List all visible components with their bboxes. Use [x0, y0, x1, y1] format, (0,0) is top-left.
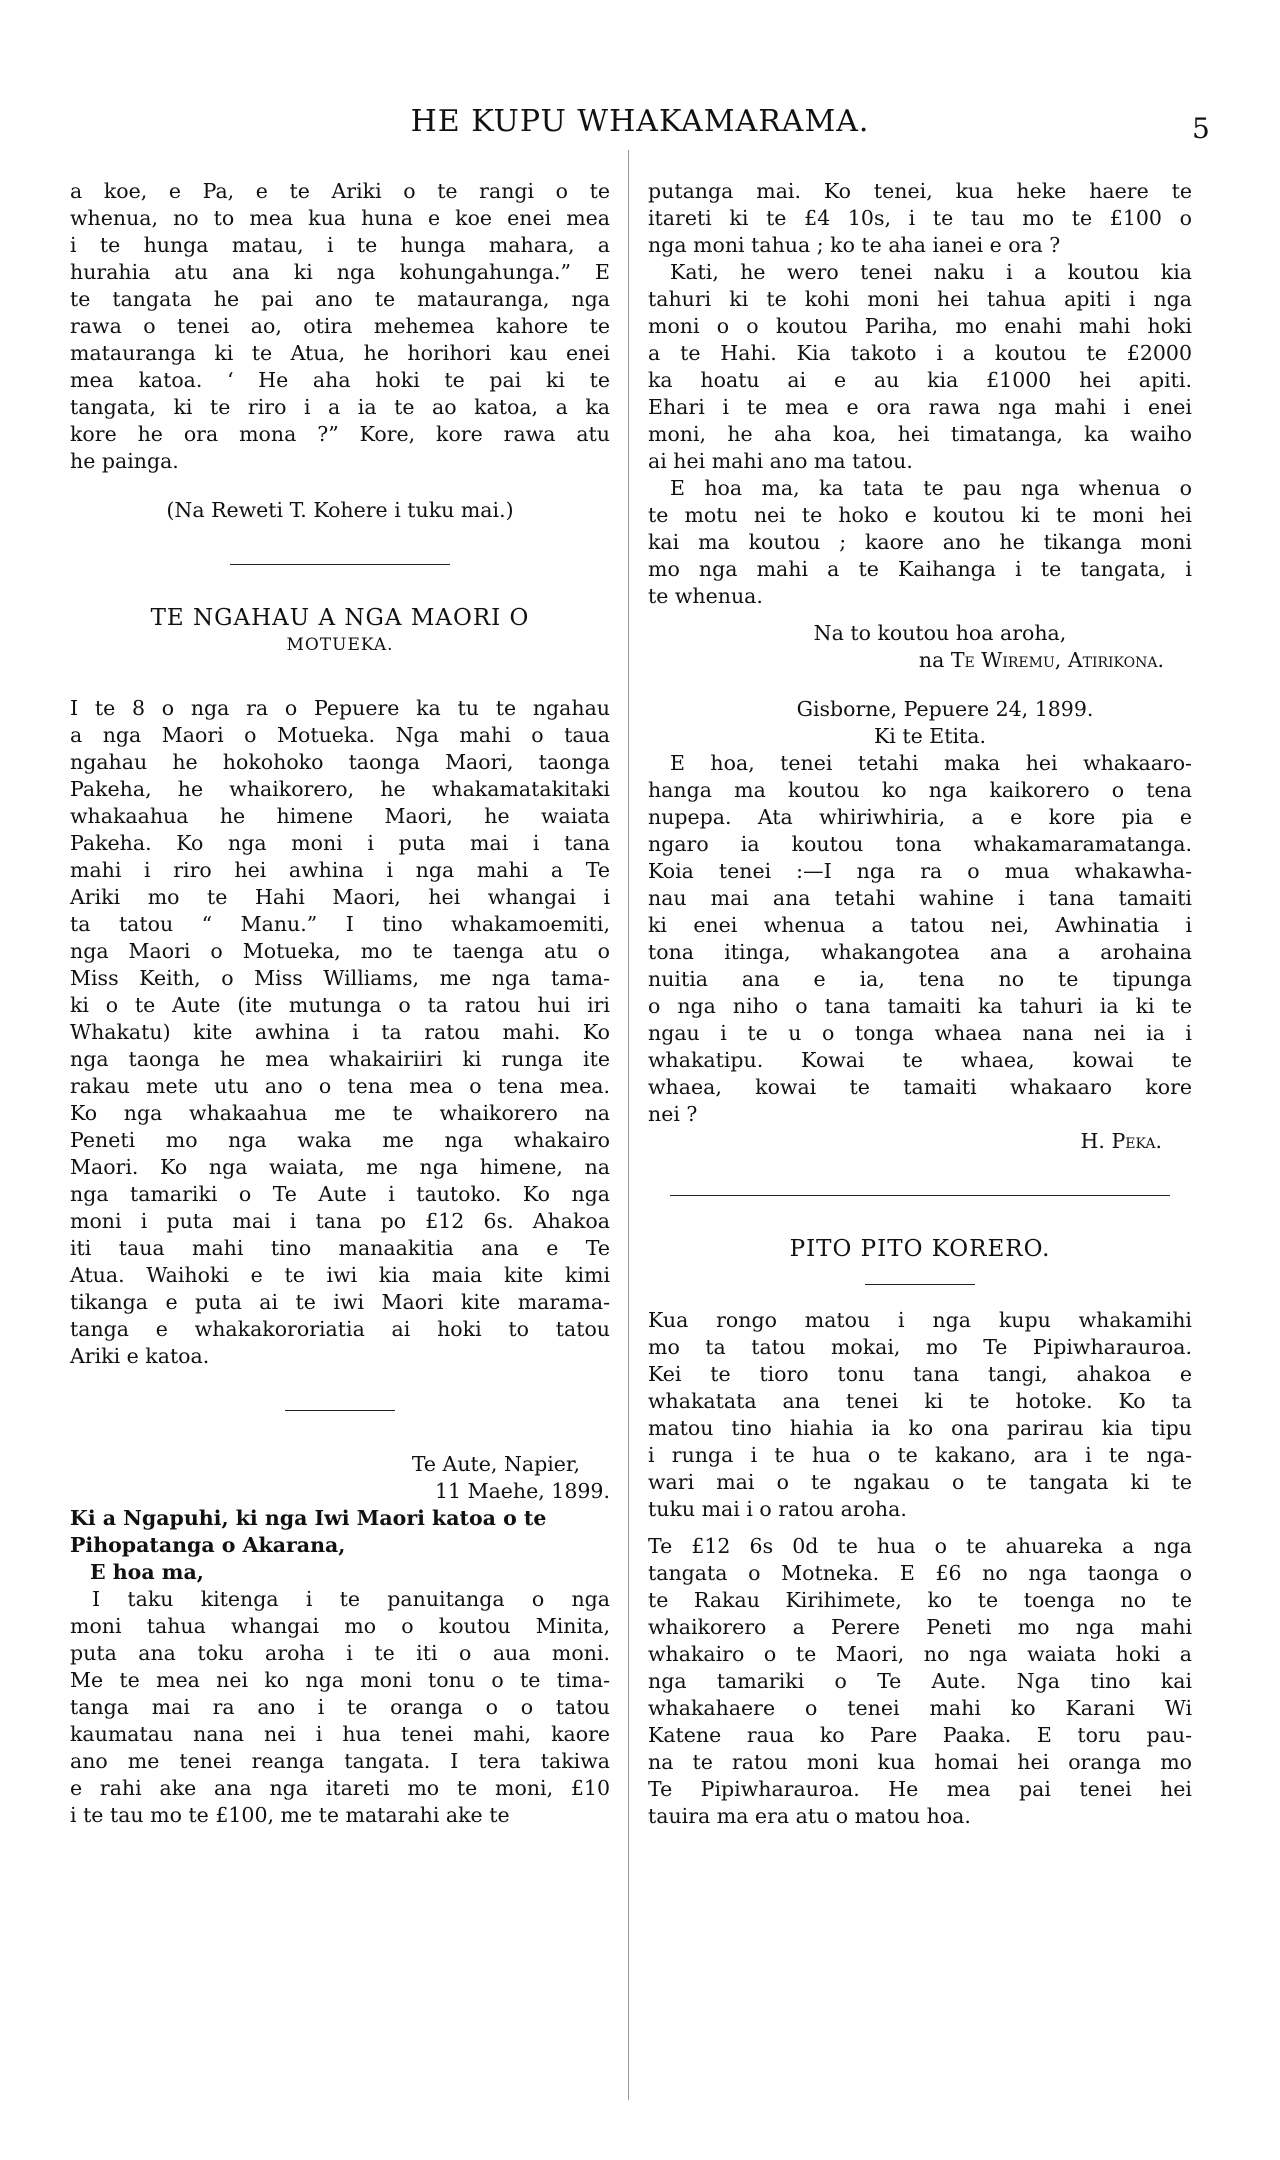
text-line: nuitia ana e ia, tena no te tipunga — [648, 967, 1192, 991]
section-title-motueka: TE NGAHAU A NGA MAORI O — [150, 605, 530, 631]
letter-greeting: E hoa ma, — [90, 1560, 204, 1584]
text-line: te motu nei te hoko e koutou ki te moni hei — [648, 503, 1192, 527]
text-line: moni tahua whangai mo o koutou Minita, — [70, 1614, 610, 1638]
text-line: Miss Keith, o Miss Williams, me nga tama- — [70, 966, 610, 990]
text-line: iti taua mahi tino manaakitia ana e Te — [70, 1236, 610, 1260]
text-line: mo nga mahi a te Kaihanga i te tangata, i — [648, 557, 1192, 581]
text-line: ta tatou “ Manu.” I tino whakamoemiti, — [70, 912, 610, 936]
dateline-place: Te Aute, Napier, — [411, 1452, 580, 1476]
text-line: moni o o koutou Pariha, mo enahi mahi hoki — [648, 314, 1192, 338]
text-line: a koe, e Pa, e te Ariki o te rangi o te — [70, 179, 610, 203]
right-paragraph-1 — [648, 178, 1192, 259]
text-line: mo ta tatou mokai, mo Te Pipiwharauroa. — [648, 1335, 1192, 1359]
text-line: moni, he aha koa, hei timatanga, ka waiho — [648, 422, 1192, 446]
text-line: puta ana toku aroha i te iti o aua moni. — [70, 1641, 610, 1665]
text-line: i te hunga matau, i te hunga mahara, a — [70, 233, 610, 257]
text-line: putanga mai. Ko tenei, kua heke haere te — [648, 179, 1192, 203]
text-line: I te 8 o nga ra o Pepuere ka tu te ngahau — [70, 696, 610, 720]
text-line: e rahi ake ana nga itareti mo te moni, £10 — [70, 1776, 610, 1800]
text-line: ngau i te u o tonga whaea nana nei ia i — [648, 1021, 1192, 1045]
text-line: te Rakau Kirihimete, ko te toenga no te — [648, 1588, 1192, 1612]
text-line: kaumatau nana nei i hua tenei mahi, kaore — [70, 1722, 610, 1746]
text-line: Pakeha. Ko nga moni i puta mai i tana — [70, 831, 610, 855]
text-line: nau mai ana tetahi wahine i tana tamaiti — [648, 886, 1192, 910]
text-line: matou tino hiahia ia ko ona parirau kia tipu — [648, 1416, 1192, 1440]
text-line: tikanga e puta ai te iwi Maori kite marama- — [70, 1290, 610, 1314]
right-column — [648, 178, 1192, 1830]
text-line: whakahaere o tenei mahi ko Karani Wi — [648, 1696, 1192, 1720]
text-line: Kati, he wero tenei naku i a koutou kia — [670, 260, 1192, 284]
text-line: mahi i riro hei awhina i nga mahi a Te — [70, 858, 610, 882]
text-line: ki enei whenua a tatou nei, Awhinatia i — [648, 913, 1192, 937]
text-line: hurahia atu ana ki nga kohungahunga.” E — [70, 260, 610, 284]
text-line: ano me tenei reanga tangata. I tera takiwa — [70, 1749, 610, 1773]
text-line: nga taonga he mea whakairiiri ki runga ite — [70, 1047, 610, 1071]
text-line: whaea, kowai te tamaiti whakaaro kore — [648, 1075, 1192, 1099]
text-line: ngaro ia koutou tona whakamaramatanga. — [648, 832, 1192, 856]
text-line: mea katoa. ‘ He aha hoki te pai ki te — [70, 368, 610, 392]
text-line: rawa o tenei ao, otira mehemea kahore te — [70, 314, 610, 338]
text-line: whenua, no to mea kua huna e koe enei mea — [70, 206, 610, 230]
text-line: tanga mai ra ano i te oranga o o tatou — [70, 1695, 610, 1719]
text-line: tauira ma era atu o matou hoa. — [648, 1804, 971, 1828]
text-line: whakatata ana tenei ki te hotoke. Ko ta — [648, 1389, 1192, 1413]
right-paragraph-2 — [648, 259, 1192, 475]
text-line: tona itinga, whakangotea ana a arohaina — [648, 940, 1192, 964]
text-line: i runga i te hua o te kakano, ara i te nga- — [648, 1443, 1192, 1467]
text-line: Ko nga whakaahua me te whaikorero na — [70, 1101, 610, 1125]
left-paragraph-2 — [70, 695, 610, 1370]
text-line: nga tamariki o Te Aute i tautoko. Ko nga — [70, 1182, 610, 1206]
text-line: ka hoatu ai e au kia £1000 hei apiti. — [648, 368, 1192, 392]
letter-closing: Na to koutou hoa aroha, — [813, 621, 1067, 645]
signature-name: Te Wiremu, Atirikona. — [950, 648, 1164, 672]
text-line: whakaahua he himene Maori, he waiata — [70, 804, 610, 828]
text-line: nga tamariki o Te Aute. Nga tino kai — [648, 1669, 1192, 1693]
column-divider — [628, 150, 629, 2100]
left-column — [70, 178, 610, 1829]
text-line: ngahau he hokohoko taonga Maori, taonga — [70, 750, 610, 774]
text-line: matauranga ki te Atua, he horihori kau enei — [70, 341, 610, 365]
text-line: Kua rongo matou i nga kupu whakamihi — [648, 1308, 1192, 1332]
text-line: nei ? — [648, 1102, 698, 1126]
letter-address-2: Pihopatanga o Akarana, — [70, 1533, 346, 1557]
text-line: hanga ma koutou ko nga kaikorero o tena — [648, 778, 1192, 802]
text-line: Kei te tioro tonu tana tangi, ahakoa e — [648, 1362, 1192, 1386]
text-line: Te £12 6s 0d te hua o te ahuareka a nga — [648, 1534, 1192, 1558]
text-line: tuku mai i o ratou aroha. — [648, 1497, 907, 1521]
text-line: nga moni tahua ; ko te aha ianei e ora ? — [648, 233, 1061, 257]
text-line: wari mai o te ngakau o te tangata ki te — [648, 1470, 1192, 1494]
text-line: rakau mete utu ano o tena mea o tena mea. — [70, 1074, 610, 1098]
text-line: tanga e whakakororiatia ai hoki to tatou — [70, 1317, 610, 1341]
dateline-date: 11 Maehe, 1899. — [434, 1479, 610, 1503]
text-line: whakatipu. Kowai te whaea, kowai te — [648, 1048, 1192, 1072]
text-line: kai ma koutou ; kaore ano he tikanga moni — [648, 530, 1192, 554]
text-line: nupepa. Ata whiriwhiria, a e kore pia e — [648, 805, 1192, 829]
text-line: I taku kitenga i te panuitanga o nga — [92, 1587, 610, 1611]
text-line: Atua. Waihoki e te iwi kia maia kite kimi — [70, 1263, 610, 1287]
text-line: tahuri ki te kohi moni hei tahua apiti i nga — [648, 287, 1192, 311]
text-line: tangata, ki te riro i a ia te ao katoa, a ka — [70, 395, 610, 419]
right-paragraph-4 — [648, 750, 1192, 1128]
left-signature: (Na Reweti T. Kohere i tuku mai.) — [166, 498, 514, 522]
dateline-gisborne: Gisborne, Pepuere 24, 1899. — [796, 697, 1094, 721]
text-line: o nga niho o tana tamaiti ka tahuri ia ki te — [648, 994, 1192, 1018]
text-line: Peneti mo nga waka me nga whakairo — [70, 1128, 610, 1152]
text-line: Pakeha, he whaikorero, he whakamatakitaki — [70, 777, 610, 801]
letter-address-1: Ki a Ngapuhi, ki nga Iwi Maori katoa o te — [70, 1506, 547, 1530]
text-line: he painga. — [70, 449, 179, 473]
text-line: Me te mea nei ko nga moni tonu o te tima- — [70, 1668, 610, 1692]
text-line: Whakatu) kite awhina i ta ratou mahi. Ko — [70, 1020, 610, 1044]
text-line: ki o te Aute (ite mutunga o ta ratou hui iri — [70, 993, 610, 1017]
letter-closing-signature: na Te Wiremu, Atirikona. — [918, 648, 1164, 672]
text-line: itareti ki te £4 10s, i te tau mo te £100 o — [648, 206, 1192, 230]
text-line: E hoa, tenei tetahi maka hei whakaaro- — [670, 751, 1192, 775]
text-line: a te Hahi. Kia takoto i a koutou te £2000 — [648, 341, 1192, 365]
text-line: whaikorero a Perere Peneti mo nga mahi — [648, 1615, 1192, 1639]
text-line: nga Maori o Motueka, mo te taenga atu o — [70, 939, 610, 963]
text-line: tangata o Motneka. E £6 no nga taonga o — [648, 1561, 1192, 1585]
text-line: i te tau mo te £100, me te matarahi ake te — [70, 1803, 510, 1827]
text-line: ai hei mahi ano ma tatou. — [648, 449, 913, 473]
text-line: Maori. Ko nga waiata, me nga himene, na — [70, 1155, 610, 1179]
text-line: whakairo o te Maori, no nga waiata hoki a — [648, 1642, 1192, 1666]
text-line: kore he ora mona ?” Kore, kore rawa atu — [70, 422, 610, 446]
letter-to-editor: Ki te Etita. — [873, 724, 986, 748]
text-line: E hoa ma, ka tata te pau nga whenua o — [670, 476, 1192, 500]
text-line: Ariki mo te Hahi Maori, hei whangai i — [70, 885, 610, 909]
text-line: te tangata he pai ano te matauranga, nga — [70, 287, 610, 311]
text-line: Ehari i te mea e ora rawa nga mahi i enei — [648, 395, 1192, 419]
right-paragraph-5 — [648, 1307, 1192, 1523]
section-subtitle-motueka: MOTUEKA. — [286, 635, 394, 655]
running-head: HE KUPU WHAKAMARAMA. — [410, 104, 870, 139]
text-line: a nga Maori o Motueka. Nga mahi o taua — [70, 723, 610, 747]
right-paragraph-6 — [648, 1533, 1192, 1830]
text-line: moni i puta mai i tana po £12 6s. Ahakoa — [70, 1209, 610, 1233]
text-line: na te ratou moni kua homai hei oranga mo — [648, 1750, 1192, 1774]
left-paragraph-3 — [70, 1586, 610, 1829]
page-number: 5 — [1192, 112, 1210, 145]
text-line: te whenua. — [648, 584, 763, 608]
right-paragraph-3 — [648, 475, 1192, 610]
text-line: Ariki e katoa. — [70, 1344, 210, 1368]
text-line: Koia tenei :—I nga ra o mua whakawha- — [648, 859, 1192, 883]
text-line: Katene raua ko Pare Paaka. E toru pau- — [648, 1723, 1192, 1747]
section-title-pito: PITO PITO KORERO. — [789, 1236, 1051, 1262]
letter-signature-peka: H. Peka. — [1080, 1129, 1162, 1153]
left-paragraph-1 — [70, 178, 610, 475]
text-line: Te Pipiwharauroa. He mea pai tenei hei — [648, 1777, 1192, 1801]
